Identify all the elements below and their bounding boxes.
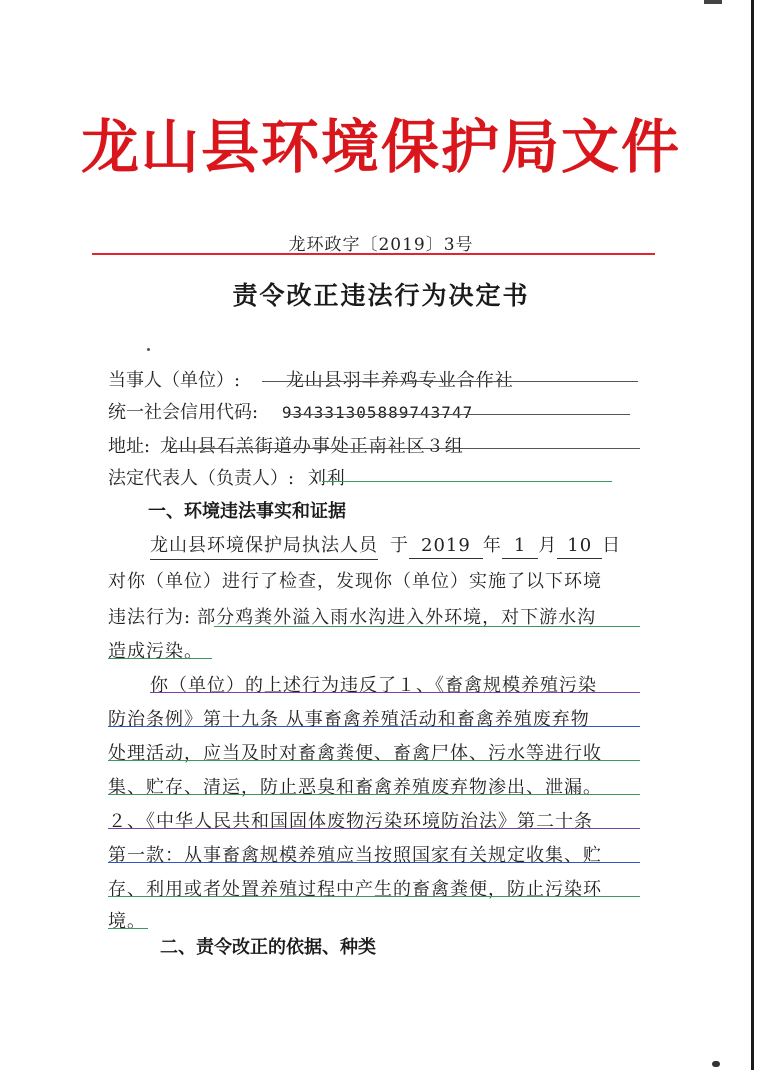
underline bbox=[108, 862, 640, 863]
document-number: 龙环政字〔2019〕3号 bbox=[288, 235, 474, 255]
paragraph-line: 你（单位）的上述行为违反了１、《畜禽规模养殖污染 bbox=[150, 675, 597, 696]
issuer-header: 龙山县环境保护局文件 bbox=[80, 113, 681, 181]
paragraph-line: ２、《中华人民共和国固体废物污染环境防治法》第二十条 bbox=[108, 811, 593, 832]
credit-code-field bbox=[108, 398, 473, 424]
section-heading-correction: 二、责令改正的依据、种类 bbox=[160, 937, 376, 958]
address-field bbox=[108, 432, 464, 458]
underline bbox=[108, 760, 640, 761]
red-divider bbox=[92, 253, 655, 255]
representative-label: 法定代表人（负责人）: bbox=[108, 468, 295, 489]
address-value: 龙山县石羔街道办事处正南社区３组 bbox=[159, 436, 464, 457]
underline bbox=[262, 381, 638, 382]
paragraph-line: 境。 bbox=[108, 911, 146, 932]
paragraph-line: 第一款：从事畜禽规模养殖应当按照国家有关规定收集、贮 bbox=[108, 845, 602, 866]
representative-value: 刘利 bbox=[307, 468, 346, 489]
paragraph-line: 防治条例》第十九条 从事畜禽养殖活动和畜禽养殖废弃物 bbox=[108, 709, 590, 730]
underline bbox=[214, 626, 640, 627]
representative-field bbox=[108, 464, 346, 490]
paragraph-line: 对你（单位）进行了检查，发现你（单位）实施了以下环境 bbox=[108, 571, 602, 592]
underline bbox=[108, 896, 640, 897]
address-label: 地址: bbox=[108, 436, 151, 457]
credit-code-value: 934331305889743747 bbox=[281, 403, 474, 422]
underline bbox=[108, 828, 640, 829]
scan-mark bbox=[712, 1061, 720, 1067]
scan-mark bbox=[704, 0, 722, 4]
underline bbox=[168, 448, 640, 449]
paragraph-line: 存、利用或者处置养殖过程中产生的畜禽粪便，防止污染环 bbox=[108, 879, 602, 900]
party-name-value: 龙山县羽丰养鸡专业合作社 bbox=[285, 370, 514, 391]
paragraph-line: 造成污染。 bbox=[108, 641, 203, 662]
underline bbox=[108, 726, 640, 727]
underline bbox=[108, 794, 640, 795]
underline bbox=[150, 692, 640, 693]
underline bbox=[108, 928, 148, 929]
paragraph-line: 龙山县环境保护局执法人员 于 2019 年 1 月 10 日 bbox=[150, 531, 640, 557]
paragraph-line: 违法行为: 部分鸡粪外溢入雨水沟进入外环境，对下游水沟 bbox=[108, 607, 597, 628]
paragraph-line: 集、贮存、清运，防止恶臭和畜禽养殖废弃物渗出、泄漏。 bbox=[108, 777, 602, 798]
party-name-label: 当事人（单位）: bbox=[108, 370, 241, 391]
underline bbox=[288, 414, 630, 415]
underline bbox=[322, 481, 612, 482]
section-heading-facts: 一、环境违法事实和证据 bbox=[148, 501, 346, 522]
underline bbox=[108, 658, 212, 659]
scan-mark bbox=[147, 348, 150, 351]
document-title: 责令改正违法行为决定书 bbox=[232, 281, 530, 310]
paragraph-line: 处理活动，应当及时对畜禽粪便、畜禽尸体、污水等进行收 bbox=[108, 743, 602, 764]
credit-code-label: 统一社会信用代码: bbox=[108, 402, 259, 423]
party-name-field bbox=[108, 366, 514, 392]
